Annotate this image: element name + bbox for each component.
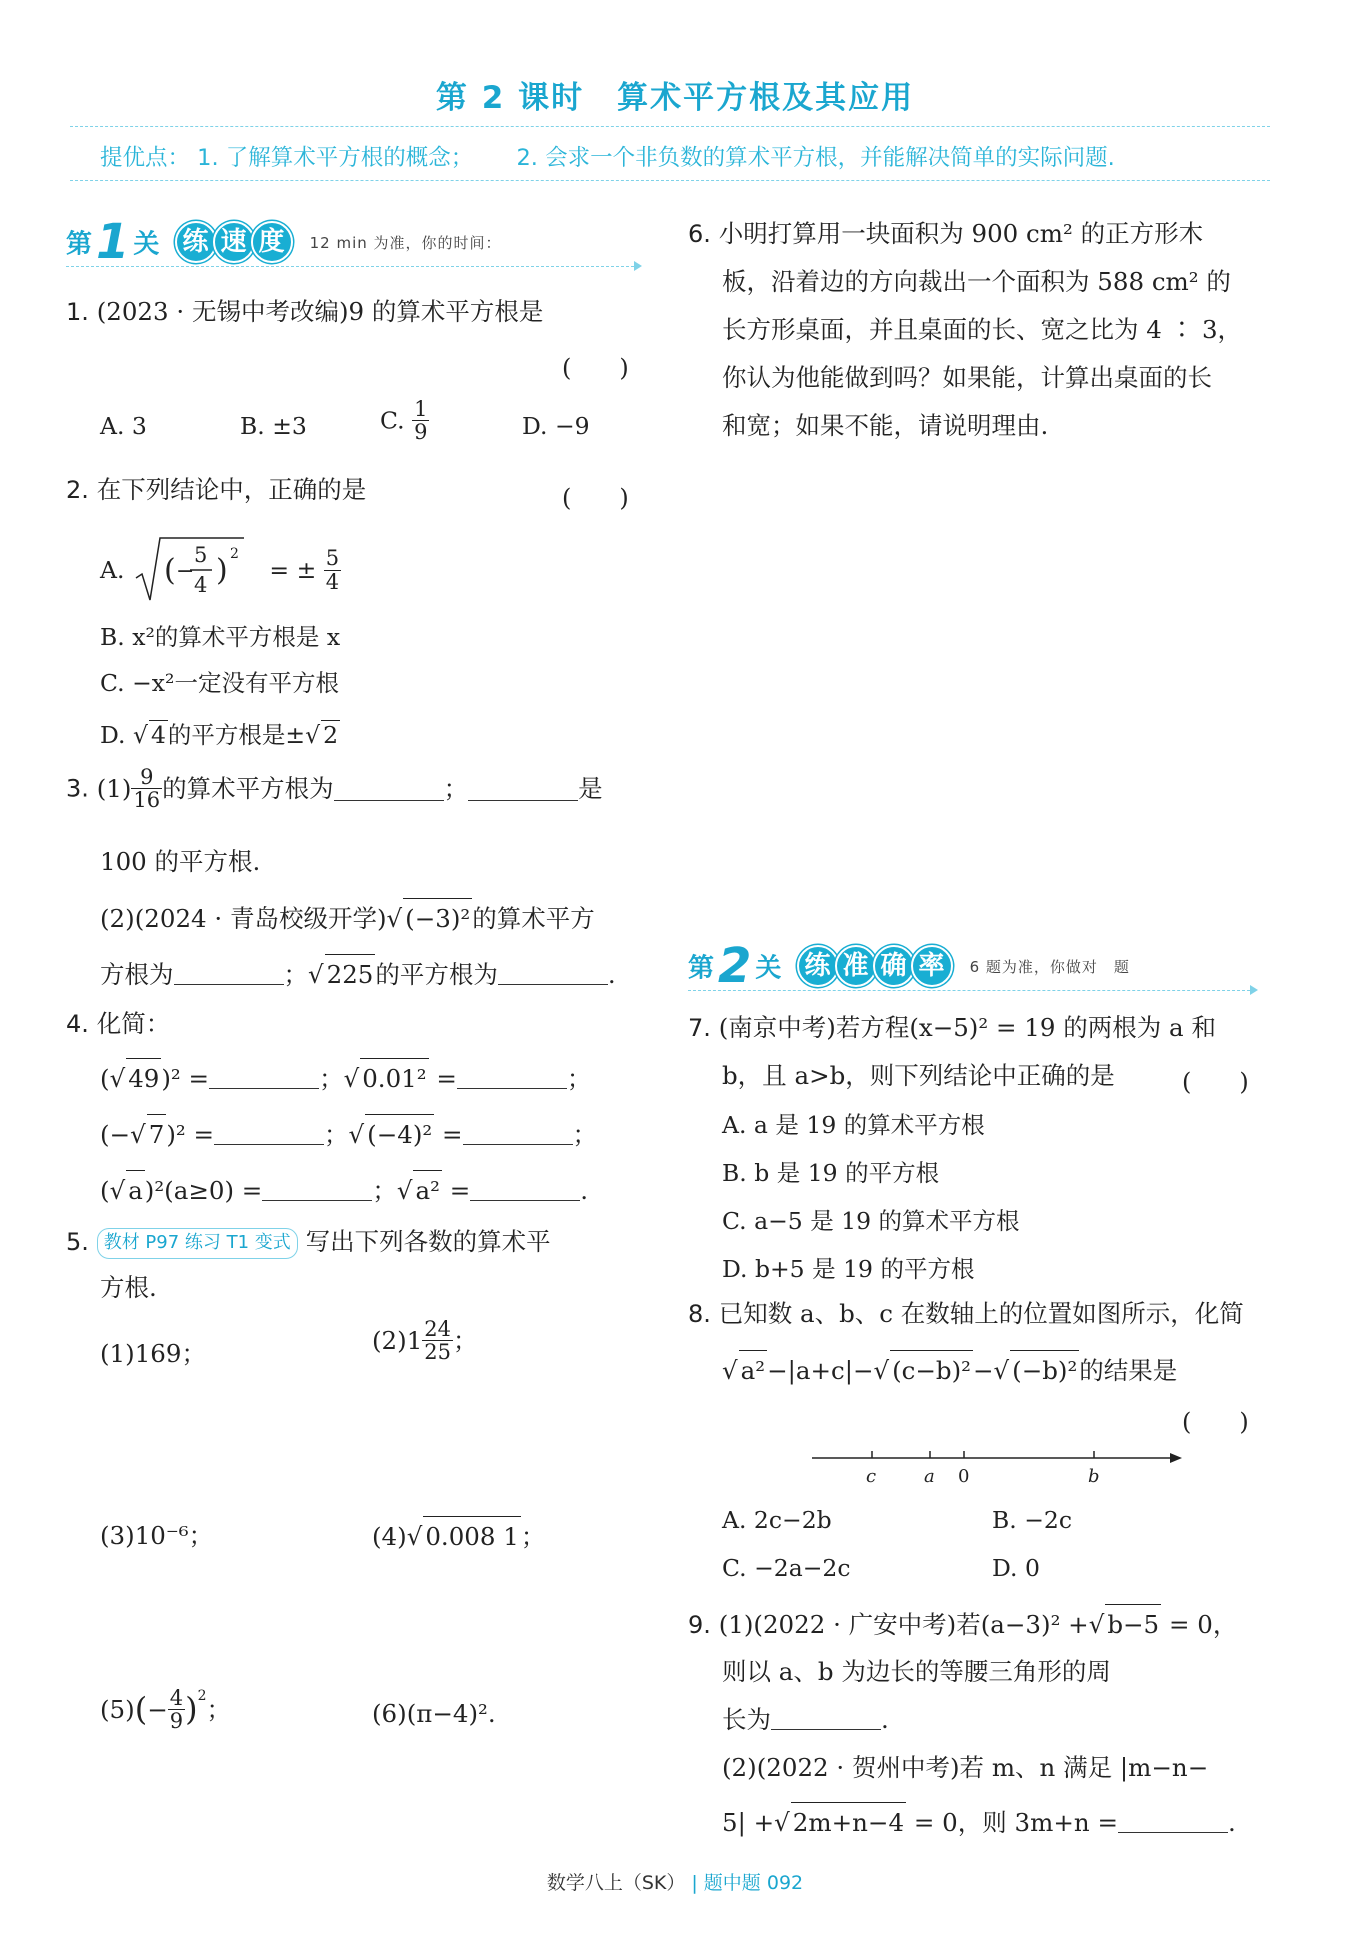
- question-text: 的结果是: [1079, 1356, 1178, 1385]
- pass-2-badge: [797, 945, 949, 987]
- title-divider: [70, 126, 1270, 127]
- radicand: 7: [147, 1114, 167, 1154]
- question-9: 9. (1)(2022 · 广安中考)若(a−3)² +√ b−5 = 0，: [688, 1604, 1237, 1644]
- tip-point-1: 1. 了解算术平方根的概念；: [197, 145, 474, 171]
- answer-blank[interactable]: [209, 1064, 319, 1089]
- number-line: [810, 1440, 1190, 1490]
- punct: ；: [572, 1120, 598, 1149]
- radicand: 2: [323, 721, 339, 749]
- option-d[interactable]: D. 0: [992, 1554, 1040, 1582]
- question-1: [66, 292, 543, 331]
- pass-1-arrow-icon: [634, 261, 642, 271]
- svg-text:): ): [215, 553, 228, 588]
- question-6-line: 和宽；如果不能，请说明理由.: [722, 411, 1049, 440]
- question-text: 5| +: [722, 1808, 775, 1837]
- pass-2-di: 第: [688, 953, 715, 984]
- radicand: 0.01²: [360, 1058, 428, 1098]
- question-3-part2: (2)(2024 · 青岛校级开学)√ (−3)²的算术平方: [100, 898, 595, 938]
- numerator: 9: [131, 766, 162, 789]
- tip-line: [100, 140, 1115, 172]
- pass-2-guan: 关: [755, 953, 782, 984]
- option-text: 的平方根是±: [167, 721, 306, 749]
- expr: (: [100, 1176, 110, 1205]
- punct: ；: [453, 1325, 478, 1355]
- punct: ；: [319, 1064, 344, 1093]
- question-8: [688, 1294, 1244, 1333]
- numerator: 24: [424, 1317, 452, 1341]
- question-number: 1.: [66, 298, 89, 326]
- pass-2-arrow-icon: [1250, 985, 1258, 995]
- answer-blank[interactable]: [1118, 1808, 1228, 1833]
- answer-blank[interactable]: [334, 776, 444, 801]
- question-3: [66, 766, 603, 811]
- nested-radical-expression: [132, 534, 262, 606]
- question-number: 5.: [66, 1228, 89, 1256]
- punct: ；: [566, 1064, 592, 1093]
- question-5-line2: 方根.: [100, 1273, 157, 1302]
- question-7-line2: b，且 a>b，则下列结论中正确的是: [722, 1061, 1115, 1090]
- denominator: 25: [424, 1340, 452, 1365]
- numerator: 4: [169, 1686, 184, 1711]
- option-label: A.: [100, 556, 125, 584]
- label-zero: 0: [958, 1466, 970, 1487]
- label-a: a: [924, 1466, 935, 1487]
- option-a[interactable]: A. 3: [100, 412, 147, 440]
- book-name: 数学八上（SK）: [546, 1872, 686, 1894]
- question-text: 化简：: [96, 1009, 171, 1038]
- radicand: (−4)²: [365, 1114, 434, 1154]
- item-label: (2)1: [372, 1325, 423, 1355]
- answer-blank[interactable]: [498, 960, 608, 985]
- label-c: c: [866, 1466, 877, 1487]
- option-b[interactable]: B. b 是 19 的平方根: [722, 1159, 940, 1187]
- answer-blank[interactable]: [214, 1120, 324, 1145]
- question-number: 9.: [688, 1611, 711, 1639]
- badge-char: 率: [911, 945, 953, 987]
- option-b[interactable]: B. −2c: [992, 1506, 1073, 1534]
- expr: )² =: [166, 1120, 215, 1149]
- radicand: a²: [413, 1170, 441, 1210]
- option-c[interactable]: C. a−5 是 19 的算术平方根: [722, 1207, 1020, 1235]
- pass-1-header: [66, 214, 502, 270]
- question-7: [688, 1008, 1216, 1047]
- numerator: 5: [193, 543, 208, 567]
- option-d[interactable]: D. −9: [522, 412, 590, 440]
- question-text: 的算术平方: [472, 904, 595, 933]
- answer-blank[interactable]: [468, 776, 578, 801]
- expr: −: [972, 1356, 994, 1385]
- page-footer: [0, 1868, 1350, 1895]
- question-number: 7.: [688, 1014, 711, 1042]
- part-label: (1): [96, 773, 132, 803]
- pass-2-note: 6 题为准，你做对 题: [969, 957, 1130, 976]
- pass-1-underline: [66, 266, 634, 267]
- radicand: 49: [126, 1058, 161, 1098]
- item-5: (5)(− $\frac{4}{9}$ )$^2$；: [100, 1686, 232, 1734]
- footer-separator: |: [691, 1872, 698, 1894]
- pass-1-note: 12 min 为准，你的时间：: [309, 233, 502, 252]
- pass-1-number: 1: [96, 214, 130, 270]
- answer-blank[interactable]: [470, 1176, 580, 1201]
- tip-divider: [70, 180, 1270, 181]
- item-1: (1)169；: [100, 1339, 206, 1368]
- option-label: D.: [100, 721, 126, 749]
- punct: ；: [324, 1120, 349, 1149]
- tip-label: 提优点：: [100, 145, 191, 171]
- question-text: (1)(2022 · 广安中考)若(a−3)² +: [718, 1610, 1089, 1639]
- answer-bracket[interactable]: ( ): [1182, 1068, 1249, 1096]
- radicand: (−3)²: [403, 898, 472, 938]
- question-4: [66, 1004, 170, 1043]
- question-text: (南京中考)若方程(x−5)² = 19 的两根为 a 和: [718, 1013, 1216, 1042]
- pass-1-guan: 关: [133, 229, 160, 260]
- question-text: 是: [578, 773, 603, 803]
- question-text: (2023 · 无锡中考改编)9 的算术平方根是: [96, 297, 544, 326]
- punct: ；: [206, 1695, 232, 1724]
- question-text: 的平方根为: [375, 960, 498, 989]
- punct: .: [881, 1705, 889, 1734]
- page-title: 第 2 课时 算术平方根及其应用: [435, 80, 915, 116]
- item-3: (3)10⁻⁶；: [100, 1521, 214, 1550]
- radicand: 4: [150, 721, 166, 749]
- simplify-row-2: (−√ 7)² = ；√ (−4)² = ；: [100, 1114, 597, 1154]
- punct: ；: [443, 773, 469, 803]
- radicand: a²: [739, 1350, 767, 1390]
- numerator: 1: [414, 397, 428, 421]
- denominator: 9: [414, 420, 428, 445]
- radicand: (c−b)²: [890, 1350, 973, 1390]
- option-b[interactable]: B. ±3: [240, 412, 307, 440]
- punct: ；: [372, 1176, 397, 1205]
- numerator: 5: [325, 546, 340, 571]
- question-number: 3.: [66, 774, 89, 803]
- item-6: (6)(π−4)².: [372, 1699, 496, 1728]
- badge-char: 准: [835, 945, 877, 987]
- question-2: [66, 470, 366, 509]
- question-9-part2: (2)(2022 · 贺州中考)若 m、n 满足 |m−n−: [722, 1753, 1209, 1782]
- expr: −|a+c|−: [767, 1356, 874, 1385]
- pass-2-underline: [688, 990, 1250, 991]
- pass-1-badge: [175, 221, 289, 263]
- pass-2-number: 2: [718, 938, 752, 994]
- answer-blank[interactable]: [463, 1120, 573, 1145]
- simplify-row-3: (√ a)²(a≥0) = ；√ a² = .: [100, 1170, 588, 1210]
- question-3-line2: 100 的平方根.: [100, 847, 261, 876]
- radicand: 0.008 1: [423, 1516, 521, 1556]
- question-8-expression: √ a²−|a+c|−√ (c−b)²−√ (−b)²的结果是: [722, 1350, 1177, 1390]
- question-text: 在下列结论中，正确的是: [96, 475, 367, 504]
- question-text: = 0，: [1168, 1610, 1238, 1639]
- question-text: = 0，则 3m+n =: [913, 1808, 1118, 1837]
- option-d[interactable]: D. b+5 是 19 的平方根: [722, 1255, 975, 1283]
- question-9-line2: 则以 a、b 为边长的等腰三角形的周: [722, 1657, 1111, 1686]
- badge-char: 速: [213, 221, 255, 263]
- answer-blank[interactable]: [771, 1705, 881, 1730]
- label-b: b: [1088, 1466, 1100, 1487]
- answer-blank[interactable]: [262, 1176, 372, 1201]
- badge-char: 度: [251, 221, 293, 263]
- answer-bracket[interactable]: ( ): [1182, 1408, 1249, 1436]
- denominator: 4: [193, 573, 208, 597]
- denominator: 4: [325, 569, 340, 594]
- expr: (: [100, 1064, 110, 1093]
- question-text: 的算术平方根为: [162, 773, 334, 803]
- option-a[interactable]: [100, 534, 341, 606]
- answer-bracket[interactable]: ( ): [562, 354, 629, 382]
- punct: .: [580, 1176, 589, 1205]
- radicand: b−5: [1105, 1604, 1161, 1644]
- denominator: 9: [169, 1709, 184, 1734]
- radicand: 225: [325, 954, 376, 994]
- question-6-line: 你认为他能做到吗？如果能，计算出桌面的长: [722, 363, 1212, 392]
- equals-sign: = ±: [269, 556, 317, 584]
- question-text: 已知数 a、b、c 在数轴上的位置如图所示，化简: [718, 1299, 1244, 1328]
- svg-text:−: −: [175, 559, 195, 584]
- radicand: (−b)²: [1010, 1350, 1079, 1390]
- question-number: 6.: [688, 220, 711, 248]
- option-b[interactable]: B. x²的算术平方根是 x: [100, 623, 341, 651]
- badge-char: 练: [175, 221, 217, 263]
- answer-blank[interactable]: [174, 960, 284, 985]
- series-name: 题中题: [703, 1872, 761, 1894]
- question-number: 8.: [688, 1300, 711, 1328]
- item-4: (4)√ 0.008 1；: [372, 1516, 545, 1556]
- question-number: 2.: [66, 476, 89, 504]
- option-c[interactable]: C. −x²一定没有平方根: [100, 669, 339, 697]
- badge-char: 练: [797, 945, 839, 987]
- question-number: 4.: [66, 1010, 89, 1038]
- pass-1-di: 第: [66, 229, 93, 260]
- page-number: 092: [766, 1872, 804, 1894]
- expr: =: [442, 1120, 463, 1149]
- question-6-line: 长方形桌面，并且桌面的长、宽之比为 4 ∶ 3，: [722, 315, 1243, 344]
- option-d[interactable]: D. √ 4的平方根是±√ 2: [100, 721, 339, 749]
- question-6: [688, 214, 1203, 253]
- item-2: [372, 1318, 478, 1363]
- svg-text:(: (: [163, 553, 176, 588]
- denominator: 16: [133, 788, 161, 813]
- punct: .: [1227, 1808, 1236, 1837]
- punct: .: [607, 960, 616, 989]
- answer-blank[interactable]: [457, 1064, 567, 1089]
- part-label: (2)(2024 · 青岛校级开学): [100, 904, 387, 933]
- radicand: 2m+n−4: [791, 1802, 906, 1842]
- option-a[interactable]: A. 2c−2b: [722, 1506, 832, 1534]
- option-c[interactable]: C. −2a−2c: [722, 1554, 851, 1582]
- punct: ；: [283, 960, 308, 989]
- expr: )²(a≥0) =: [144, 1176, 263, 1205]
- badge-char: 确: [873, 945, 915, 987]
- option-a[interactable]: A. a 是 19 的算术平方根: [722, 1111, 985, 1139]
- expr: (−: [100, 1120, 131, 1149]
- question-3-part2-line2: 方根为 ；√ 225的平方根为 .: [100, 954, 616, 994]
- question-6-line: 板，沿着边的方向裁出一个面积为 588 cm² 的: [722, 267, 1231, 296]
- option-label: C.: [380, 406, 405, 435]
- question-text: 写出下列各数的算术平: [305, 1227, 551, 1256]
- answer-bracket[interactable]: ( ): [562, 484, 629, 512]
- item-label: (4): [372, 1522, 407, 1551]
- expr: )² =: [161, 1064, 210, 1093]
- simplify-row-1: (√ 49)² = ；√ 0.01² = ；: [100, 1058, 591, 1098]
- svg-text:2: 2: [229, 546, 239, 562]
- question-text: 小明打算用一块面积为 900 cm² 的正方形木: [718, 219, 1204, 248]
- question-5: [66, 1222, 551, 1261]
- expr: =: [449, 1176, 471, 1205]
- textbook-tag: 教材 P97 练习 T1 变式: [97, 1228, 298, 1259]
- radicand: a: [126, 1170, 145, 1210]
- question-text: 方根为: [100, 960, 174, 989]
- question-9-line3: [722, 1700, 889, 1739]
- question-text: 长为: [722, 1705, 771, 1734]
- tip-point-2: 2. 会求一个非负数的算术平方根，并能解决简单的实际问题.: [516, 145, 1115, 171]
- pass-2-header: [688, 938, 1130, 994]
- option-c[interactable]: [380, 398, 429, 443]
- question-9-part2-line2: 5| +√ 2m+n−4 = 0，则 3m+n = .: [722, 1802, 1236, 1842]
- item-label: (5): [100, 1695, 135, 1724]
- expr: =: [436, 1064, 457, 1093]
- punct: ；: [520, 1522, 546, 1551]
